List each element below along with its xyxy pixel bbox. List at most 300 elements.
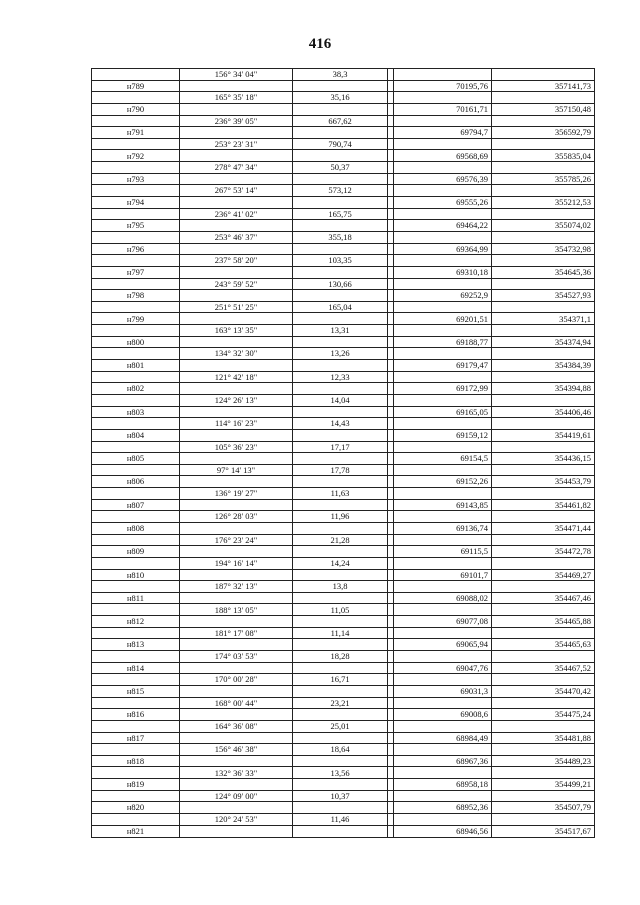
segment-row [92,301,595,313]
angle-cell [180,103,293,115]
x-coordinate-cell [394,534,492,546]
point-row [92,150,595,162]
distance-cell [293,290,388,302]
segment-row [92,138,595,150]
point-name-cell: н804 [92,429,180,441]
angle-cell: 278° 47' 34" [180,162,293,174]
point-row [92,243,595,255]
angle-cell: 120° 24' 53" [180,814,293,826]
angle-cell: 170° 00' 28" [180,674,293,686]
point-name-cell [92,231,180,243]
point-name-cell: н794 [92,197,180,209]
point-name-cell: н809 [92,546,180,558]
point-row [92,546,595,558]
point-name-cell: н802 [92,383,180,395]
x-coordinate-cell [394,92,492,104]
distance-cell: 790,74 [293,138,388,150]
point-row [92,732,595,744]
x-coordinate-cell: 68967,36 [394,755,492,767]
point-name-cell [92,255,180,267]
point-name-cell [92,69,180,81]
angle-cell: 97° 14' 13" [180,464,293,476]
x-coordinate-cell: 69159,12 [394,429,492,441]
x-coordinate-cell: 69143,85 [394,499,492,511]
y-coordinate-cell [492,92,595,104]
y-coordinate-cell: 354527,93 [492,290,595,302]
angle-cell [180,197,293,209]
y-coordinate-cell: 354453,79 [492,476,595,488]
x-coordinate-cell: 69115,5 [394,546,492,558]
coordinates-table-body [92,69,595,838]
distance-cell: 355,18 [293,231,388,243]
x-coordinate-cell: 69154,5 [394,453,492,465]
point-name-cell [92,511,180,523]
y-coordinate-cell [492,674,595,686]
distance-cell [293,685,388,697]
angle-cell [180,336,293,348]
angle-cell [180,592,293,604]
point-name-cell [92,720,180,732]
point-name-cell: н799 [92,313,180,325]
distance-cell [293,546,388,558]
x-coordinate-cell: 69065,94 [394,639,492,651]
x-coordinate-cell: 69464,22 [394,220,492,232]
angle-cell [180,266,293,278]
point-row [92,336,595,348]
angle-cell: 253° 23' 31" [180,138,293,150]
y-coordinate-cell [492,208,595,220]
point-name-cell [92,208,180,220]
x-coordinate-cell: 69568,69 [394,150,492,162]
y-coordinate-cell: 354371,1 [492,313,595,325]
x-coordinate-cell [394,278,492,290]
distance-cell [293,360,388,372]
point-name-cell [92,581,180,593]
point-name-cell [92,488,180,500]
distance-cell [293,732,388,744]
point-name-cell [92,348,180,360]
angle-cell: 126° 28' 03" [180,511,293,523]
point-row [92,709,595,721]
y-coordinate-cell: 354645,36 [492,266,595,278]
distance-cell [293,569,388,581]
y-coordinate-cell [492,767,595,779]
distance-cell: 13,31 [293,325,388,337]
angle-cell: 134° 32' 30" [180,348,293,360]
distance-cell: 16,71 [293,674,388,686]
y-coordinate-cell: 354436,15 [492,453,595,465]
x-coordinate-cell: 69576,39 [394,173,492,185]
point-row [92,592,595,604]
y-coordinate-cell: 354472,78 [492,546,595,558]
x-coordinate-cell [394,511,492,523]
distance-cell [293,499,388,511]
segment-row [92,348,595,360]
y-coordinate-cell [492,138,595,150]
y-coordinate-cell: 354394,88 [492,383,595,395]
y-coordinate-cell: 354465,63 [492,639,595,651]
segment-row [92,697,595,709]
point-name-cell: н817 [92,732,180,744]
distance-cell [293,662,388,674]
angle-cell: 132° 36' 33" [180,767,293,779]
x-coordinate-cell: 69179,47 [394,360,492,372]
segment-row [92,488,595,500]
y-coordinate-cell: 357150,48 [492,103,595,115]
angle-cell: 156° 34' 04" [180,69,293,81]
distance-cell [293,243,388,255]
x-coordinate-cell [394,441,492,453]
x-coordinate-cell [394,651,492,663]
x-coordinate-cell [394,464,492,476]
y-coordinate-cell: 354467,52 [492,662,595,674]
x-coordinate-cell [394,744,492,756]
point-name-cell: н812 [92,616,180,628]
point-name-cell: н798 [92,290,180,302]
y-coordinate-cell: 354406,46 [492,406,595,418]
distance-cell [293,755,388,767]
angle-cell: 156° 46' 38" [180,744,293,756]
y-coordinate-cell: 354732,98 [492,243,595,255]
point-name-cell: н814 [92,662,180,674]
x-coordinate-cell [394,301,492,313]
segment-row [92,255,595,267]
x-coordinate-cell [394,69,492,81]
segment-row [92,92,595,104]
x-coordinate-cell [394,138,492,150]
point-name-cell [92,301,180,313]
distance-cell [293,592,388,604]
angle-cell [180,476,293,488]
x-coordinate-cell: 69047,76 [394,662,492,674]
distance-cell [293,336,388,348]
x-coordinate-cell: 69008,6 [394,709,492,721]
angle-cell [180,546,293,558]
segment-row [92,557,595,569]
point-name-cell: н791 [92,127,180,139]
distance-cell: 35,16 [293,92,388,104]
angle-cell [180,313,293,325]
segment-row [92,278,595,290]
point-row [92,406,595,418]
point-name-cell [92,651,180,663]
angle-cell: 124° 26' 13" [180,394,293,406]
x-coordinate-cell [394,185,492,197]
x-coordinate-cell [394,255,492,267]
point-name-cell [92,441,180,453]
angle-cell: 237° 58' 20" [180,255,293,267]
segment-row [92,115,595,127]
angle-cell: 181° 17' 08" [180,627,293,639]
x-coordinate-cell: 69165,05 [394,406,492,418]
y-coordinate-cell: 355074,02 [492,220,595,232]
segment-row [92,627,595,639]
point-row [92,266,595,278]
y-coordinate-cell: 354507,79 [492,802,595,814]
segment-row [92,814,595,826]
angle-cell: 251° 51' 25" [180,301,293,313]
angle-cell: 243° 59' 52" [180,278,293,290]
angle-cell [180,802,293,814]
y-coordinate-cell [492,720,595,732]
angle-cell [180,150,293,162]
coordinates-table [91,68,595,838]
distance-cell: 573,12 [293,185,388,197]
angle-cell [180,453,293,465]
distance-cell: 130,66 [293,278,388,290]
x-coordinate-cell: 68958,18 [394,779,492,791]
point-row [92,755,595,767]
point-name-cell: н821 [92,825,180,837]
y-coordinate-cell [492,441,595,453]
distance-cell: 13,8 [293,581,388,593]
x-coordinate-cell [394,231,492,243]
y-coordinate-cell [492,69,595,81]
distance-cell [293,150,388,162]
segment-row [92,185,595,197]
distance-cell: 667,62 [293,115,388,127]
angle-cell [180,825,293,837]
y-coordinate-cell [492,814,595,826]
segment-row [92,651,595,663]
distance-cell: 14,04 [293,394,388,406]
x-coordinate-cell: 69101,7 [394,569,492,581]
angle-cell: 174° 03' 53" [180,651,293,663]
angle-cell [180,709,293,721]
y-coordinate-cell: 354461,82 [492,499,595,511]
y-coordinate-cell [492,534,595,546]
x-coordinate-cell: 68946,56 [394,825,492,837]
distance-cell [293,406,388,418]
point-name-cell: н806 [92,476,180,488]
point-name-cell [92,185,180,197]
distance-cell [293,313,388,325]
segment-row [92,604,595,616]
distance-cell: 18,28 [293,651,388,663]
angle-cell [180,383,293,395]
y-coordinate-cell: 355212,53 [492,197,595,209]
segment-row [92,581,595,593]
point-row [92,220,595,232]
point-name-cell [92,92,180,104]
distance-cell: 50,37 [293,162,388,174]
angle-cell [180,220,293,232]
segment-row [92,69,595,81]
y-coordinate-cell [492,581,595,593]
y-coordinate-cell: 354470,42 [492,685,595,697]
point-row [92,383,595,395]
x-coordinate-cell [394,557,492,569]
distance-cell: 23,21 [293,697,388,709]
point-row [92,685,595,697]
point-row [92,360,595,372]
x-coordinate-cell [394,162,492,174]
distance-cell: 18,64 [293,744,388,756]
angle-cell: 121° 42' 18" [180,371,293,383]
point-row [92,103,595,115]
y-coordinate-cell [492,325,595,337]
point-name-cell [92,744,180,756]
distance-cell: 25,01 [293,720,388,732]
angle-cell: 187° 32' 13" [180,581,293,593]
segment-row [92,231,595,243]
point-name-cell: н800 [92,336,180,348]
y-coordinate-cell [492,115,595,127]
angle-cell [180,406,293,418]
segment-row [92,464,595,476]
angle-cell [180,80,293,92]
y-coordinate-cell [492,301,595,313]
x-coordinate-cell [394,371,492,383]
angle-cell [180,732,293,744]
distance-cell [293,616,388,628]
x-coordinate-cell [394,115,492,127]
y-coordinate-cell: 354475,24 [492,709,595,721]
distance-cell [293,429,388,441]
angle-cell: 188° 13' 05" [180,604,293,616]
page-number: 416 [308,36,332,52]
segment-row [92,720,595,732]
distance-cell: 13,56 [293,767,388,779]
x-coordinate-cell: 69364,99 [394,243,492,255]
x-coordinate-cell [394,790,492,802]
y-coordinate-cell [492,790,595,802]
point-row [92,779,595,791]
segment-row [92,744,595,756]
angle-cell: 236° 39' 05" [180,115,293,127]
x-coordinate-cell: 68952,36 [394,802,492,814]
angle-cell: 124° 09' 00" [180,790,293,802]
distance-cell [293,825,388,837]
angle-cell [180,639,293,651]
point-row [92,476,595,488]
angle-cell [180,290,293,302]
distance-cell [293,103,388,115]
point-name-cell: н813 [92,639,180,651]
y-coordinate-cell: 354499,21 [492,779,595,791]
distance-cell: 21,28 [293,534,388,546]
point-row [92,127,595,139]
angle-cell: 253° 46' 37" [180,231,293,243]
distance-cell: 165,04 [293,301,388,313]
y-coordinate-cell: 355785,26 [492,173,595,185]
point-name-cell [92,138,180,150]
point-name-cell: н797 [92,266,180,278]
angle-cell: 164° 36' 08" [180,720,293,732]
x-coordinate-cell: 69031,3 [394,685,492,697]
distance-cell: 11,96 [293,511,388,523]
point-name-cell [92,697,180,709]
y-coordinate-cell: 354517,67 [492,825,595,837]
point-row [92,290,595,302]
point-name-cell: н808 [92,522,180,534]
x-coordinate-cell: 69555,26 [394,197,492,209]
distance-cell: 103,35 [293,255,388,267]
y-coordinate-cell: 354471,44 [492,522,595,534]
distance-cell: 38,3 [293,69,388,81]
point-name-cell [92,464,180,476]
x-coordinate-cell: 69201,51 [394,313,492,325]
x-coordinate-cell [394,767,492,779]
x-coordinate-cell [394,581,492,593]
x-coordinate-cell [394,674,492,686]
distance-cell: 14,24 [293,557,388,569]
angle-cell: 114° 16' 23" [180,418,293,430]
angle-cell [180,429,293,441]
segment-row [92,418,595,430]
angle-cell: 267° 53' 14" [180,185,293,197]
segment-row [92,394,595,406]
y-coordinate-cell: 354465,88 [492,616,595,628]
y-coordinate-cell: 354489,23 [492,755,595,767]
y-coordinate-cell [492,651,595,663]
y-coordinate-cell: 354467,46 [492,592,595,604]
point-row [92,429,595,441]
distance-cell [293,220,388,232]
point-name-cell: н811 [92,592,180,604]
point-name-cell: н793 [92,173,180,185]
y-coordinate-cell: 354374,94 [492,336,595,348]
point-name-cell [92,790,180,802]
x-coordinate-cell: 70161,71 [394,103,492,115]
x-coordinate-cell [394,418,492,430]
angle-cell [180,569,293,581]
point-name-cell: н818 [92,755,180,767]
angle-cell [180,243,293,255]
x-coordinate-cell [394,604,492,616]
segment-row [92,790,595,802]
y-coordinate-cell [492,231,595,243]
angle-cell: 136° 19' 27" [180,488,293,500]
point-name-cell: н789 [92,80,180,92]
angle-cell [180,173,293,185]
angle-cell [180,616,293,628]
point-name-cell: н792 [92,150,180,162]
x-coordinate-cell [394,627,492,639]
point-row [92,173,595,185]
point-row [92,616,595,628]
distance-cell: 11,46 [293,814,388,826]
distance-cell: 12,33 [293,371,388,383]
point-name-cell [92,674,180,686]
distance-cell: 13,26 [293,348,388,360]
distance-cell [293,476,388,488]
y-coordinate-cell [492,278,595,290]
point-name-cell: н790 [92,103,180,115]
y-coordinate-cell [492,348,595,360]
point-row [92,453,595,465]
y-coordinate-cell [492,162,595,174]
x-coordinate-cell: 69136,74 [394,522,492,534]
x-coordinate-cell: 68984,49 [394,732,492,744]
y-coordinate-cell [492,185,595,197]
point-row [92,569,595,581]
y-coordinate-cell [492,464,595,476]
segment-row [92,534,595,546]
point-name-cell: н810 [92,569,180,581]
y-coordinate-cell [492,627,595,639]
angle-cell: 163° 13' 35" [180,325,293,337]
x-coordinate-cell: 70195,76 [394,80,492,92]
point-name-cell [92,767,180,779]
angle-cell: 176° 23' 24" [180,534,293,546]
y-coordinate-cell [492,255,595,267]
point-name-cell [92,418,180,430]
x-coordinate-cell: 69794,7 [394,127,492,139]
y-coordinate-cell: 357141,73 [492,80,595,92]
y-coordinate-cell: 354419,61 [492,429,595,441]
point-row [92,313,595,325]
